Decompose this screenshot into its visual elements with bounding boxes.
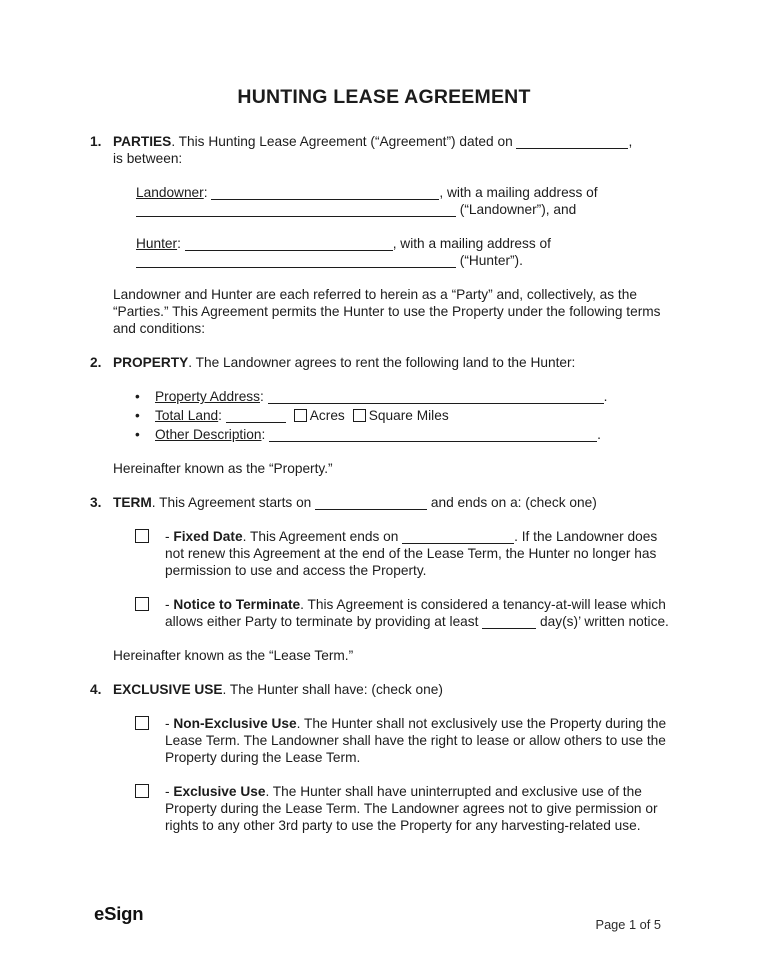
text-segment: is between: xyxy=(113,151,183,166)
term-option-fixed-date xyxy=(135,528,676,579)
term-option-notice-to-terminate xyxy=(135,596,676,630)
use-option-exclusive xyxy=(135,783,676,834)
text-segment: - xyxy=(165,597,174,612)
property-detail-list xyxy=(133,388,678,443)
text-segment: - xyxy=(165,784,174,799)
text-segment: . This Agreement is considered a tenancy-at-will lease which allows either Party to terminate by providing at least xyxy=(165,597,666,629)
section-2-property-intro xyxy=(90,354,678,371)
exclusive-option-name: Exclusive Use xyxy=(173,784,266,799)
text-segment: : xyxy=(177,236,185,251)
list-item xyxy=(133,388,678,405)
section-3-term-intro xyxy=(90,494,678,511)
fixed-date-checkbox[interactable] xyxy=(135,529,149,543)
parties-closing-paragraph: Landowner and Hunter are each referred to herein as a “Party” and, collectively, as the “Parties.” This Agreement permits the Hunter to use the Property under the following terms and conditions: xyxy=(113,287,661,336)
text-segment: , with a mailing address of xyxy=(439,185,598,200)
total-land-label: Total Land xyxy=(155,408,219,423)
text-segment: . This Agreement starts on xyxy=(151,495,316,510)
other-description-label: Other Description xyxy=(155,427,262,442)
hunter-block xyxy=(136,235,678,269)
square-miles-checkbox[interactable] xyxy=(353,409,366,422)
hunter-name-blank[interactable] xyxy=(185,237,393,251)
text-segment: , xyxy=(628,134,633,149)
notice-option-name: Notice to Terminate xyxy=(173,597,301,612)
text-segment: day(s)’ written notice. xyxy=(536,614,669,629)
document-title: HUNTING LEASE AGREEMENT xyxy=(237,86,531,108)
text-segment: . This Agreement ends on xyxy=(242,529,403,544)
text-segment: - xyxy=(165,529,174,544)
section-1-parties-intro xyxy=(90,133,678,167)
list-item xyxy=(133,426,678,443)
section-4-number: 4. xyxy=(90,682,102,697)
text-segment: . The Hunter shall not exclusively use the Property during the Lease Term. The Landowner shall have the right to lease or allow others to use the Property during the Lease Term. xyxy=(165,716,667,765)
landowner-block xyxy=(136,184,678,218)
list-item xyxy=(133,407,678,424)
text-segment: . xyxy=(603,389,608,404)
esign-logo: eSign xyxy=(94,903,144,924)
hunter-address-blank[interactable] xyxy=(136,254,456,268)
other-description-blank[interactable] xyxy=(269,428,597,442)
notice-days-blank[interactable] xyxy=(482,615,536,629)
text-segment: , with a mailing address of xyxy=(392,236,551,251)
bullet-icon: • xyxy=(135,427,140,442)
use-option-non-exclusive xyxy=(135,715,676,766)
acres-checkbox[interactable] xyxy=(294,409,307,422)
section-2-number: 2. xyxy=(90,355,102,370)
bullet-icon: • xyxy=(135,389,140,404)
text-segment: (“Hunter”). xyxy=(456,253,523,268)
section-2-heading: PROPERTY xyxy=(113,355,189,370)
text-segment: . The Hunter shall have uninterrupted and exclusive use of the Property during the Lease Term. The Landowner agrees not to give permission or rights to any other 3rd party to use the Property for any harvesting-related use. xyxy=(165,784,658,833)
section-4-exclusive-use-intro xyxy=(90,681,678,698)
property-address-label: Property Address xyxy=(155,389,260,404)
bullet-icon: • xyxy=(135,408,140,423)
notice-to-terminate-checkbox[interactable] xyxy=(135,597,149,611)
non-exclusive-checkbox[interactable] xyxy=(135,716,149,730)
text-segment: . The Hunter shall have: (check one) xyxy=(222,682,443,697)
text-segment: : xyxy=(218,408,226,423)
text-segment: . If the Landowner does not renew this Agreement at the end of the Lease Term, the Hunter no longer has permission to use and access the Property. xyxy=(165,529,658,578)
section-1-heading: PARTIES xyxy=(113,134,172,149)
exclusive-checkbox[interactable] xyxy=(135,784,149,798)
acres-option-label: Acres xyxy=(309,408,345,423)
square-miles-option-label: Square Miles xyxy=(368,408,449,423)
total-land-blank[interactable] xyxy=(226,409,286,423)
section-4-heading: EXCLUSIVE USE xyxy=(113,682,223,697)
text-segment: : xyxy=(203,185,212,200)
property-address-blank[interactable] xyxy=(268,390,604,404)
text-segment: - xyxy=(165,716,174,731)
section-3-heading: TERM xyxy=(113,495,152,510)
property-closing-paragraph: Hereinafter known as the “Property.” xyxy=(113,461,333,476)
start-date-blank[interactable] xyxy=(315,496,427,510)
text-segment: : xyxy=(261,427,270,442)
text-segment: (“Landowner”), and xyxy=(456,202,577,217)
section-3-number: 3. xyxy=(90,495,102,510)
agreement-date-blank[interactable] xyxy=(516,135,628,149)
section-1-number: 1. xyxy=(90,134,102,149)
hunter-label: Hunter xyxy=(136,236,178,251)
text-segment: : xyxy=(260,389,268,404)
text-segment: . xyxy=(597,427,601,442)
text-segment: . The Landowner agrees to rent the following land to the Hunter: xyxy=(188,355,576,370)
landowner-label: Landowner xyxy=(136,185,204,200)
fixed-date-option-name: Fixed Date xyxy=(173,529,243,544)
landowner-name-blank[interactable] xyxy=(211,186,439,200)
non-exclusive-option-name: Non-Exclusive Use xyxy=(173,716,297,731)
fixed-end-date-blank[interactable] xyxy=(402,530,514,544)
text-segment: and ends on a: (check one) xyxy=(427,495,597,510)
term-closing-paragraph: Hereinafter known as the “Lease Term.” xyxy=(113,648,354,663)
page-indicator: Page 1 of 5 xyxy=(595,917,661,932)
text-segment: . This Hunting Lease Agreement (“Agreement”) dated on xyxy=(171,134,517,149)
landowner-address-blank[interactable] xyxy=(136,203,456,217)
